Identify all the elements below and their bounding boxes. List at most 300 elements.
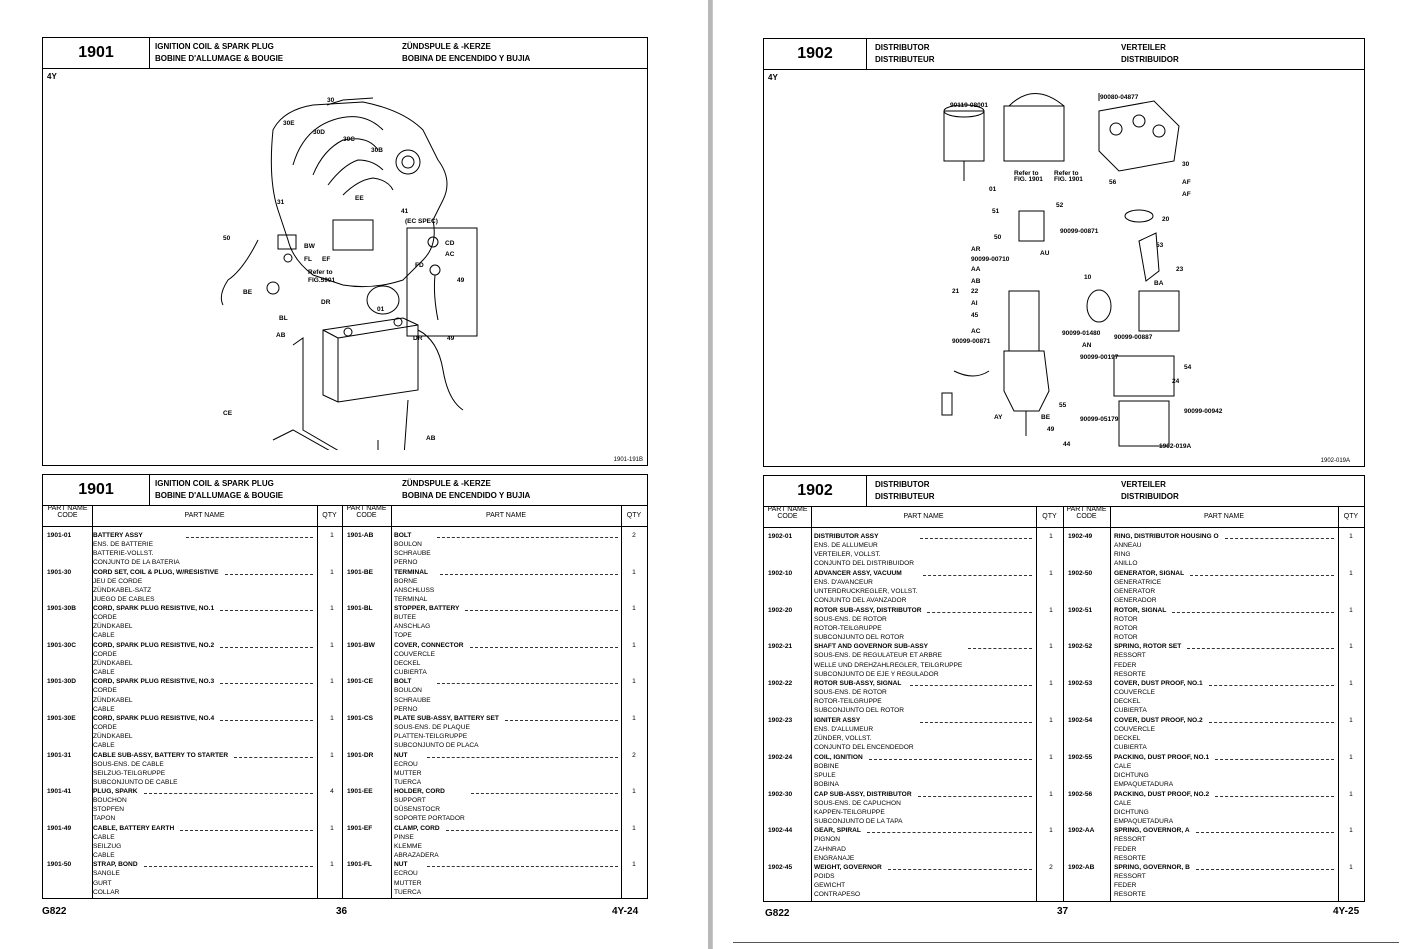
part-qty: 1 bbox=[330, 641, 334, 649]
part-name-translation: DICHTUNG bbox=[1114, 771, 1149, 779]
part-name-translation: ENS. D'ALLUMEUR bbox=[814, 726, 874, 734]
leader-dots bbox=[1209, 722, 1334, 723]
part-names bbox=[394, 787, 465, 823]
part-name-translation: ROTOR bbox=[1114, 624, 1138, 632]
part-names bbox=[814, 606, 921, 642]
part-qty: 1 bbox=[1349, 643, 1353, 651]
part-name-translation: WELLE UND DREHZAHLREGLER, TEILGRUPPE bbox=[814, 661, 963, 669]
part-name-translation: ROTOR bbox=[1114, 615, 1138, 623]
col-header-qty-2: QTY bbox=[1338, 506, 1364, 528]
svg-text:90080-04877: 90080-04877 bbox=[1100, 94, 1139, 101]
part-name-en: STRAP, BOND bbox=[93, 861, 138, 869]
svg-text:01: 01 bbox=[377, 306, 385, 313]
part-names bbox=[394, 641, 464, 677]
part-names bbox=[394, 751, 421, 787]
part-name-translation: CONJUNTO DE LA BATERIA bbox=[93, 559, 180, 567]
part-name-translation: CORDE bbox=[93, 650, 117, 658]
part-name-translation: DECKEL bbox=[1114, 698, 1141, 706]
part-name-en: GEAR, SPIRAL bbox=[814, 827, 861, 835]
part-names bbox=[1114, 753, 1209, 789]
figure-header bbox=[43, 38, 647, 69]
part-name-translation: CABLE bbox=[93, 669, 115, 677]
part-name-translation: COUVERCLE bbox=[1114, 689, 1156, 697]
part-name-en: WEIGHT, GOVERNOR bbox=[814, 864, 882, 872]
svg-text:30C: 30C bbox=[343, 136, 355, 143]
part-name-translation: BATTERIE-VOLLST. bbox=[93, 550, 154, 558]
parts-row bbox=[347, 860, 643, 896]
part-code: 1901-BW bbox=[347, 641, 375, 649]
part-code: 1902-51 bbox=[1068, 606, 1093, 614]
part-name-translation: SOUS-ENS. DE CAPUCHON bbox=[814, 799, 901, 807]
part-names bbox=[93, 604, 214, 640]
part-qty: 1 bbox=[1349, 680, 1353, 688]
part-code: 1901-FL bbox=[347, 861, 372, 869]
part-code: 1902-24 bbox=[768, 753, 793, 761]
table-header bbox=[764, 476, 1364, 507]
figure-code: 1902 bbox=[764, 39, 867, 69]
part-code: 1902-50 bbox=[1068, 569, 1093, 577]
svg-text:53: 53 bbox=[1156, 242, 1164, 249]
part-name-translation: KLEMME bbox=[394, 842, 422, 850]
part-code: 1901-30B bbox=[47, 605, 76, 613]
title-en: DISTRIBUTOR bbox=[875, 43, 930, 52]
part-name-translation: DECKEL bbox=[394, 659, 421, 667]
table-title-es: BOBINA DE ENCENDIDO Y BUJIA bbox=[402, 491, 531, 500]
part-name-translation: RESORTE bbox=[1114, 891, 1146, 899]
right-catalog-page bbox=[712, 0, 1418, 949]
leader-dots bbox=[505, 720, 618, 721]
part-name-en: SHAFT AND GOVERNOR SUB-ASSY bbox=[814, 643, 929, 651]
part-names bbox=[394, 714, 499, 750]
part-name-translation: CABLE bbox=[93, 852, 115, 860]
part-qty: 1 bbox=[1349, 790, 1353, 798]
part-names bbox=[93, 531, 180, 567]
part-name-translation: JUEGO DE CABLES bbox=[93, 595, 155, 603]
part-names bbox=[93, 641, 214, 677]
leader-dots bbox=[470, 647, 619, 648]
table-title-de: ZÜNDSPULE & -KERZE bbox=[402, 479, 491, 488]
part-name-translation: ZAHNRAD bbox=[814, 845, 846, 853]
part-name-en: PLUG, SPARK bbox=[93, 788, 138, 796]
col-header-qty-1: QTY bbox=[1036, 506, 1063, 528]
parts-row bbox=[347, 751, 643, 787]
parts-row bbox=[768, 532, 1060, 568]
svg-text:BW: BW bbox=[304, 243, 315, 250]
part-name-translation: RING bbox=[1114, 551, 1131, 559]
parts-row bbox=[1068, 863, 1360, 899]
part-name-en: CORD SET, COIL & PLUG, W/RESISTIVE bbox=[93, 568, 219, 576]
part-qty: 1 bbox=[1049, 753, 1053, 761]
part-name-translation: PIGNON bbox=[814, 836, 841, 844]
leader-dots bbox=[234, 757, 313, 758]
svg-text:BL: BL bbox=[279, 315, 288, 322]
table-title-fr: BOBINE D'ALLUMAGE & BOUGIE bbox=[155, 491, 284, 500]
parts-row bbox=[1068, 679, 1360, 715]
part-name-translation: COUVERCLE bbox=[1114, 726, 1156, 734]
part-name-en: NUT bbox=[394, 751, 408, 759]
part-name-translation: ENGRANAJE bbox=[814, 854, 855, 862]
svg-text:54: 54 bbox=[1184, 364, 1192, 371]
svg-text:AF: AF bbox=[1182, 179, 1191, 186]
parts-row bbox=[1068, 532, 1360, 568]
svg-text:30E: 30E bbox=[283, 120, 295, 127]
part-qty: 1 bbox=[632, 568, 636, 576]
part-qty: 1 bbox=[1049, 680, 1053, 688]
col-header-qty-2: QTY bbox=[621, 505, 647, 527]
part-name-translation: CORDE bbox=[93, 687, 117, 695]
part-name-translation: GEWICHT bbox=[814, 882, 846, 890]
part-qty: 1 bbox=[1049, 717, 1053, 724]
parts-row bbox=[47, 824, 341, 860]
part-name-translation: GURT bbox=[93, 879, 112, 887]
parts-row bbox=[47, 604, 341, 640]
leader-dots bbox=[1225, 538, 1334, 539]
part-name-translation: COLLAR bbox=[93, 888, 120, 896]
svg-text:FIG. 1901: FIG. 1901 bbox=[1014, 176, 1043, 183]
part-names bbox=[814, 716, 914, 752]
part-qty: 1 bbox=[1349, 717, 1353, 724]
part-code: 1902-AA bbox=[1068, 827, 1095, 835]
svg-text:FD: FD bbox=[415, 262, 424, 269]
figure-panel-1901 bbox=[42, 37, 648, 466]
svg-text:90099-00871: 90099-00871 bbox=[952, 338, 991, 345]
part-name-translation: MUTTER bbox=[394, 879, 422, 887]
part-name-translation: STOPFEN bbox=[93, 806, 125, 814]
svg-text:21: 21 bbox=[952, 288, 960, 295]
part-code: 1902-21 bbox=[768, 643, 793, 651]
leader-dots bbox=[471, 793, 618, 794]
svg-text:10: 10 bbox=[1084, 274, 1092, 281]
svg-text:DR: DR bbox=[321, 299, 331, 306]
part-name-en: BOLT bbox=[394, 532, 412, 539]
parts-row bbox=[768, 606, 1060, 642]
svg-text:31: 31 bbox=[277, 199, 285, 206]
part-qty: 1 bbox=[1049, 569, 1053, 577]
part-qty: 1 bbox=[330, 715, 334, 722]
part-qty: 1 bbox=[1049, 643, 1053, 651]
part-name-en: BOLT bbox=[394, 678, 412, 686]
leader-dots bbox=[1196, 832, 1334, 833]
part-name-translation: SUBCONJUNTO DEL ROTOR bbox=[814, 633, 905, 641]
leader-dots bbox=[927, 612, 1032, 613]
footer-section: 4Y-25 bbox=[1333, 906, 1360, 917]
part-name-translation: SEILZUG bbox=[93, 842, 122, 850]
part-names bbox=[93, 787, 138, 823]
part-name-translation: POIDS bbox=[814, 873, 835, 881]
part-qty: 2 bbox=[632, 532, 636, 539]
part-names bbox=[1114, 606, 1166, 642]
part-qty: 1 bbox=[632, 715, 636, 722]
part-name-translation: ENS. D'AVANCEUR bbox=[814, 578, 873, 586]
part-qty: 1 bbox=[1349, 569, 1353, 577]
part-name-translation: UNTERDRUCKREGLER, VOLLST. bbox=[814, 587, 918, 595]
ignition-exploded-diagram bbox=[43, 70, 647, 450]
col-header-name-2: PART NAME bbox=[1110, 506, 1338, 528]
part-code: 1902-56 bbox=[1068, 790, 1093, 798]
svg-text:51: 51 bbox=[992, 208, 1000, 215]
part-name-translation: BORNE bbox=[394, 577, 418, 585]
part-name-translation: ROTOR-TEILGRUPPE bbox=[814, 698, 882, 706]
part-name-translation: RESSORT bbox=[1114, 836, 1146, 844]
part-qty: 1 bbox=[1049, 790, 1053, 798]
footer-left-code: G822 bbox=[42, 906, 67, 917]
leader-dots bbox=[1215, 759, 1334, 760]
col-header-code-2: PART NAME CODE bbox=[342, 505, 391, 527]
svg-text:AR: AR bbox=[971, 246, 981, 253]
part-names bbox=[814, 863, 882, 899]
parts-row bbox=[1068, 606, 1360, 642]
part-name-translation: TERMINAL bbox=[394, 595, 428, 603]
part-code: 1902-44 bbox=[768, 827, 793, 835]
svg-text:AU: AU bbox=[1040, 250, 1050, 257]
part-qty: 1 bbox=[632, 605, 636, 613]
part-name-en: PLATE SUB-ASSY, BATTERY SET bbox=[394, 715, 499, 722]
svg-text:90099-00871: 90099-00871 bbox=[1060, 228, 1099, 235]
part-names bbox=[93, 714, 214, 750]
part-names bbox=[814, 532, 914, 568]
part-name-translation: CUBIERTA bbox=[1114, 744, 1147, 752]
parts-row bbox=[347, 824, 643, 860]
part-name-en: CABLE SUB-ASSY, BATTERY TO STARTER bbox=[93, 751, 229, 759]
leader-dots bbox=[920, 722, 1032, 723]
leader-dots bbox=[220, 610, 313, 611]
part-code: 1902-49 bbox=[1068, 533, 1093, 540]
parts-row bbox=[1068, 569, 1360, 605]
part-name-translation: SUBCONJUNTO DE CABLE bbox=[93, 778, 178, 786]
part-code: 1901-30 bbox=[47, 568, 72, 576]
part-names bbox=[394, 531, 431, 567]
part-code: 1902-55 bbox=[1068, 753, 1093, 761]
svg-text:AY: AY bbox=[994, 414, 1003, 421]
part-code: 1902-20 bbox=[768, 606, 793, 614]
part-name-translation: FEDER bbox=[1114, 661, 1137, 669]
svg-text:01: 01 bbox=[989, 186, 997, 193]
part-qty: 1 bbox=[632, 678, 636, 686]
leader-dots bbox=[1215, 796, 1334, 797]
part-name-translation: SOUS-ENS. DE PLAQUE bbox=[394, 724, 470, 732]
part-name-translation: PLATTEN-TEILGRUPPE bbox=[394, 733, 468, 741]
part-name-en: RING, DISTRIBUTOR HOUSING O bbox=[1114, 533, 1219, 540]
parts-row bbox=[347, 568, 643, 604]
title-es: DISTRIBUIDOR bbox=[1121, 55, 1179, 64]
parts-row bbox=[768, 679, 1060, 715]
part-name-en: CORD, SPARK PLUG RESISTIVE, NO.3 bbox=[93, 678, 215, 686]
part-code: 1901-41 bbox=[47, 788, 72, 796]
svg-text:30B: 30B bbox=[371, 147, 383, 154]
leader-dots bbox=[1190, 575, 1334, 576]
part-name-translation: SCHRAUBE bbox=[394, 696, 431, 704]
part-name-translation: SOUS-ENS. DE CABLE bbox=[93, 760, 164, 768]
part-name-en: IGNITER ASSY bbox=[814, 717, 861, 724]
part-name-translation: SEILZUG-TEILGRUPPE bbox=[93, 769, 166, 777]
svg-text:45: 45 bbox=[971, 312, 979, 319]
part-name-translation: ZÜNDER, VOLLST. bbox=[814, 735, 872, 743]
figure-header bbox=[764, 39, 1364, 70]
part-name-translation: BUTEE bbox=[394, 614, 416, 622]
part-name-translation: JEU DE CORDE bbox=[93, 577, 143, 585]
svg-text:44: 44 bbox=[1063, 441, 1071, 448]
part-code: 1902-54 bbox=[1068, 717, 1093, 724]
part-code: 1902-30 bbox=[768, 790, 793, 798]
part-code: 1902-10 bbox=[768, 569, 793, 577]
part-names bbox=[394, 568, 434, 604]
leader-dots bbox=[920, 538, 1032, 539]
part-name-translation: SPULE bbox=[814, 771, 836, 779]
part-names bbox=[93, 751, 228, 787]
part-code: 1901-BL bbox=[347, 605, 373, 613]
svg-text:FIG.5901: FIG.5901 bbox=[308, 277, 336, 284]
part-name-translation: SUBCONJUNTO DE LA TAPA bbox=[814, 817, 903, 825]
svg-text:AB: AB bbox=[276, 332, 286, 339]
part-name-translation: DÜSENSTOCR bbox=[394, 806, 441, 814]
part-name-en: COVER, DUST PROOF, NO.2 bbox=[1114, 717, 1203, 724]
svg-text:CE: CE bbox=[223, 410, 233, 417]
part-name-translation: DICHTUNG bbox=[1114, 808, 1149, 816]
parts-table-1902 bbox=[763, 475, 1365, 902]
part-code: 1902-52 bbox=[1068, 643, 1093, 651]
svg-text:90099-00197: 90099-00197 bbox=[1080, 354, 1119, 361]
part-name-translation: ENS. DE BATTERIE bbox=[93, 541, 153, 549]
parts-row bbox=[768, 790, 1060, 826]
part-name-translation: GENERATRICE bbox=[1114, 578, 1162, 586]
part-name-translation: ENS. DE ALLUMEUR bbox=[814, 542, 878, 550]
parts-row bbox=[47, 751, 341, 787]
part-name-en: CLAMP, CORD bbox=[394, 824, 440, 832]
part-names bbox=[93, 824, 174, 860]
leader-dots bbox=[437, 537, 618, 538]
part-name-translation: GENERADOR bbox=[1114, 597, 1157, 605]
parts-row bbox=[768, 716, 1060, 752]
part-name-translation: CABLE bbox=[93, 632, 115, 640]
parts-row bbox=[768, 863, 1060, 899]
part-code: 1901-BE bbox=[347, 568, 374, 576]
leader-dots bbox=[465, 610, 618, 611]
part-names bbox=[814, 679, 904, 715]
part-name-en: ROTOR SUB-ASSY, SIGNAL bbox=[814, 680, 902, 688]
part-qty: 1 bbox=[1049, 827, 1053, 835]
leader-dots bbox=[220, 720, 313, 721]
part-name-translation: SUPPORT bbox=[394, 797, 426, 805]
parts-row bbox=[347, 787, 643, 823]
part-name-translation: SCHRAUBE bbox=[394, 550, 431, 558]
part-names bbox=[93, 677, 214, 713]
part-code: 1901-AB bbox=[347, 532, 374, 539]
part-name-en: PACKING, DUST PROOF, NO.1 bbox=[1114, 753, 1210, 761]
svg-text:BA: BA bbox=[1154, 280, 1164, 287]
part-name-translation: ZÜNDKABEL bbox=[93, 696, 133, 704]
parts-row bbox=[47, 568, 341, 604]
part-name-translation: BOBINE bbox=[814, 762, 839, 770]
part-name-translation: GENERATOR bbox=[1114, 587, 1156, 595]
title-fr: DISTRIBUTEUR bbox=[875, 55, 935, 64]
col-header-code-1: PART NAME CODE bbox=[43, 505, 92, 527]
part-name-en: CAP SUB-ASSY, DISTRIBUTOR bbox=[814, 790, 912, 798]
leader-dots bbox=[144, 793, 313, 794]
svg-text:Refer to: Refer to bbox=[1054, 170, 1079, 177]
svg-text:FIG. 1901: FIG. 1901 bbox=[1054, 176, 1083, 183]
part-names bbox=[1114, 679, 1203, 715]
part-name-en: COIL, IGNITION bbox=[814, 753, 863, 761]
title-de: ZÜNDSPULE & -KERZE bbox=[402, 42, 491, 51]
parts-row bbox=[1068, 642, 1360, 678]
part-name-en: COVER, CONNECTOR bbox=[394, 641, 464, 649]
part-qty: 1 bbox=[330, 824, 334, 832]
svg-text:23: 23 bbox=[1176, 266, 1184, 273]
parts-row bbox=[347, 604, 643, 640]
svg-text:30: 30 bbox=[327, 97, 335, 104]
part-qty: 1 bbox=[330, 678, 334, 686]
part-name-translation: TAPON bbox=[93, 815, 116, 823]
part-qty: 1 bbox=[632, 861, 636, 869]
model-label: 4Y bbox=[768, 73, 778, 82]
part-name-translation: ROTOR-TEILGRUPPE bbox=[814, 624, 882, 632]
svg-text:49: 49 bbox=[457, 277, 465, 284]
parts-row bbox=[1068, 790, 1360, 826]
part-code: 1901-01 bbox=[47, 532, 72, 539]
part-code: 1901-30D bbox=[47, 678, 76, 686]
left-catalog-page bbox=[0, 0, 708, 949]
leader-dots bbox=[180, 830, 313, 831]
part-name-en: ROTOR SUB-ASSY, DISTRIBUTOR bbox=[814, 606, 922, 614]
part-name-translation: BOBINA bbox=[814, 781, 839, 789]
part-names bbox=[814, 569, 917, 605]
svg-text:AB: AB bbox=[971, 278, 981, 285]
part-code: 1901-30E bbox=[47, 715, 76, 722]
part-code: 1901-CS bbox=[347, 715, 374, 722]
part-name-translation: ANILLO bbox=[1114, 560, 1138, 568]
figure-caption: 1901-191B bbox=[613, 457, 643, 463]
parts-row bbox=[1068, 826, 1360, 862]
part-qty: 1 bbox=[1049, 533, 1053, 540]
leader-dots bbox=[427, 866, 618, 867]
part-name-translation: CABLE bbox=[93, 833, 115, 841]
part-name-en: GENERATOR, SIGNAL bbox=[1114, 569, 1185, 577]
col-header-name-1: PART NAME bbox=[92, 505, 317, 527]
part-name-translation: RESORTE bbox=[1114, 670, 1146, 678]
part-names bbox=[814, 790, 912, 826]
parts-row bbox=[347, 677, 643, 713]
part-name-translation: SUBCONJUNTO DE EJE Y REGULADOR bbox=[814, 670, 939, 678]
leader-dots bbox=[144, 866, 313, 867]
svg-text:Refer to: Refer to bbox=[308, 269, 333, 276]
parts-row bbox=[47, 677, 341, 713]
part-name-en: COVER, DUST PROOF, NO.1 bbox=[1114, 680, 1203, 688]
part-name-translation: PINSE bbox=[394, 833, 414, 841]
part-names bbox=[1114, 863, 1190, 899]
part-qty: 1 bbox=[1049, 606, 1053, 614]
part-name-translation: SUBCONJUNTO DE PLACA bbox=[394, 742, 479, 750]
svg-text:(EC SPEC): (EC SPEC) bbox=[405, 218, 438, 225]
part-name-translation: ZÜNDKABEL-SATZ bbox=[93, 586, 152, 594]
part-qty: 4 bbox=[330, 788, 334, 796]
figure-caption: 1902-019A bbox=[1320, 458, 1350, 464]
leader-dots bbox=[446, 830, 618, 831]
footer-left-code: G822 bbox=[765, 908, 790, 919]
part-qty: 1 bbox=[330, 605, 334, 613]
parts-row bbox=[768, 753, 1060, 789]
parts-row bbox=[47, 787, 341, 823]
table-code: 1901 bbox=[43, 475, 150, 505]
part-name-translation: SOUS-ENS. DE REGULATEUR ET ARBRE bbox=[814, 652, 942, 660]
parts-row bbox=[47, 860, 341, 896]
part-name-en: HOLDER, CORD bbox=[394, 788, 445, 796]
part-qty: 2 bbox=[1049, 864, 1053, 872]
part-name-en: DISTRIBUTOR ASSY bbox=[814, 533, 879, 540]
model-label: 4Y bbox=[47, 72, 57, 81]
part-name-translation: DECKEL bbox=[1114, 735, 1141, 743]
leader-dots bbox=[968, 648, 1032, 649]
col-header-qty-1: QTY bbox=[317, 505, 342, 527]
